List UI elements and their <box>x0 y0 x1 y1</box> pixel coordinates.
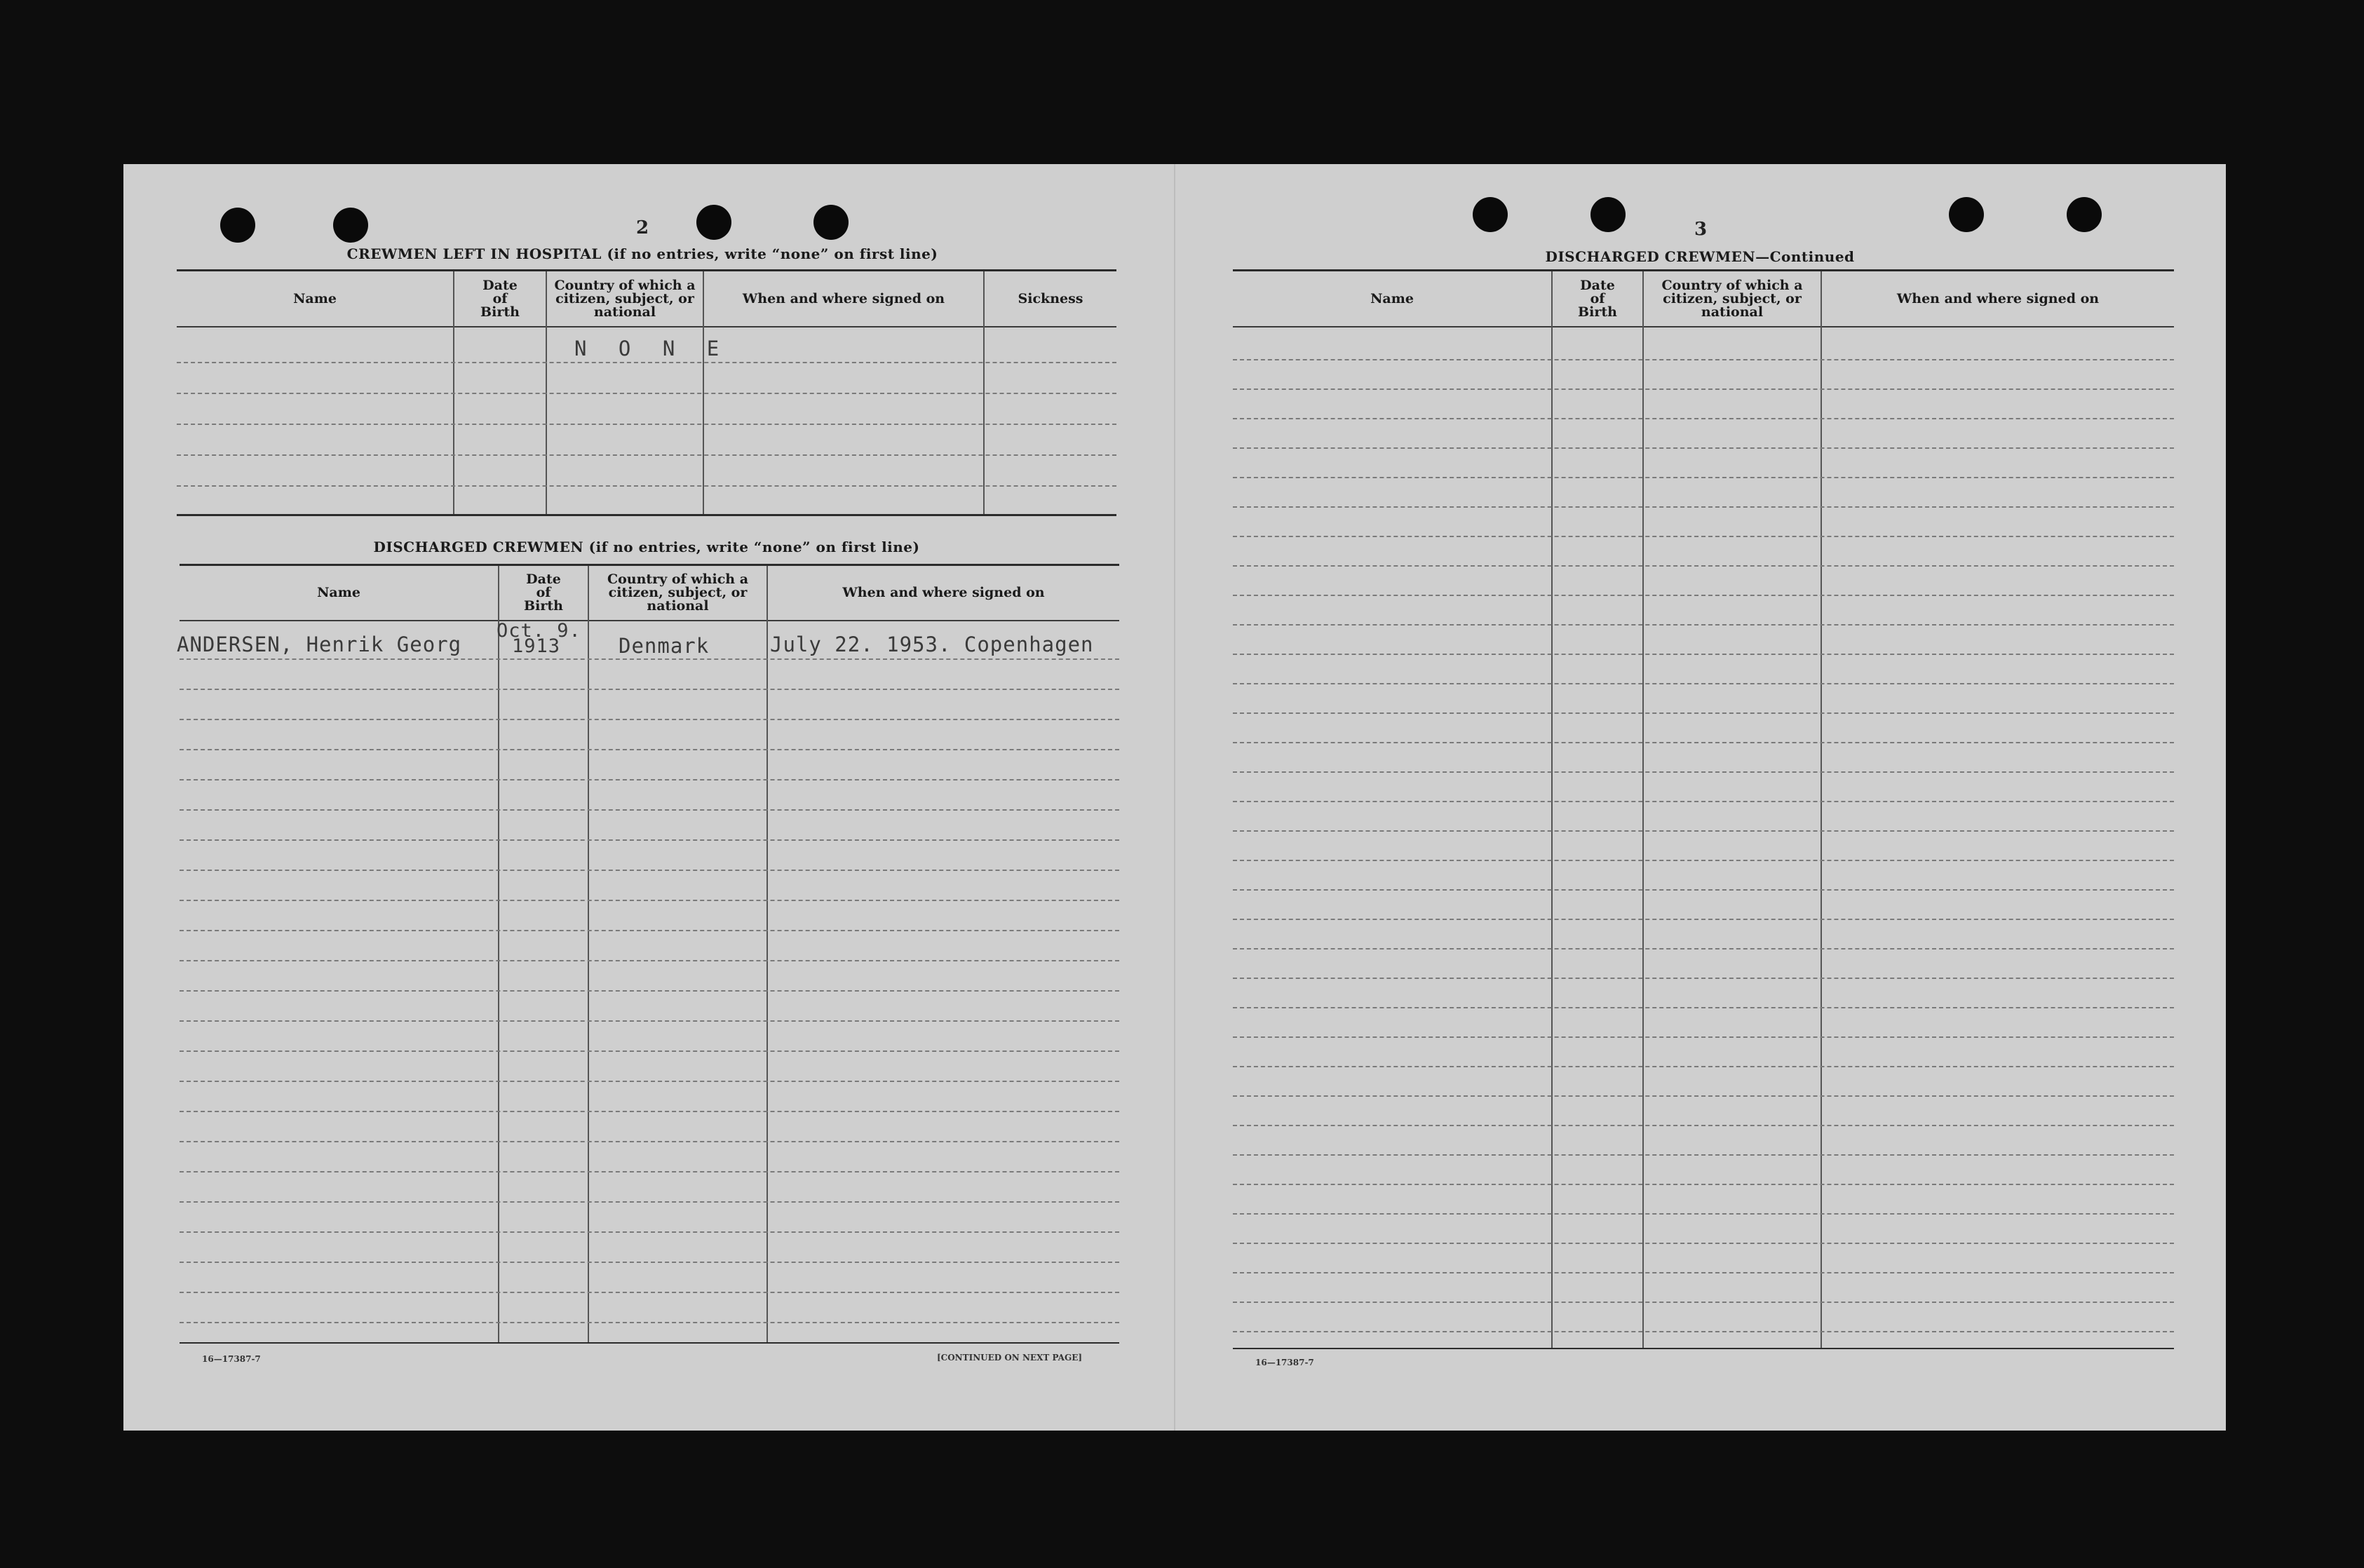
discharged-table <box>177 564 1119 1349</box>
crew-signed-on: July 22. 1953. Copenhagen <box>770 633 1094 656</box>
column-header-signed-on: When and where signed on <box>742 290 945 306</box>
column-header-date-of-birth: Date of Birth <box>480 277 520 320</box>
punch-hole-icon <box>1473 197 1508 232</box>
page-fold <box>1174 164 1175 1431</box>
punch-hole-icon <box>220 208 255 243</box>
column-header-country: Country of which a citizen, subject, or national <box>607 572 749 614</box>
column-header-name: Name <box>1370 290 1414 306</box>
column-header-name: Name <box>293 290 337 306</box>
continued-note: [CONTINUED ON NEXT PAGE] <box>937 1353 1083 1363</box>
column-header-date-of-birth: Date of Birth <box>1578 277 1617 320</box>
column-header-country: Country of which a citizen, subject, or national <box>1661 277 1803 320</box>
hospital-section-title: CREWMEN LEFT IN HOSPITAL (if no entries, write “none” on first line) <box>346 245 938 262</box>
crew-dob-month-day: Oct. 9. <box>497 620 581 642</box>
punch-hole-icon <box>2067 197 2102 232</box>
crew-country: Denmark <box>619 634 710 658</box>
column-header-name: Name <box>317 585 360 600</box>
page-number: 3 <box>1694 219 1708 240</box>
punch-hole-icon <box>1590 197 1626 232</box>
hospital-entry-none: N O N E <box>574 337 729 360</box>
discharged-continued-title: DISCHARGED CREWMEN—Continued <box>1545 248 1855 265</box>
discharged-continued-table <box>1233 269 2174 1351</box>
discharged-section-title: DISCHARGED CREWMEN (if no entries, write “none” on first line) <box>373 539 920 555</box>
column-header-country: Country of which a citizen, subject, or national <box>554 277 696 320</box>
form-number: 16—17387-7 <box>202 1354 261 1364</box>
crew-dob-year: 1913 <box>512 635 561 657</box>
crew-name: ANDERSEN, Henrik Georg <box>177 633 462 656</box>
column-header-signed-on: When and where signed on <box>1896 290 2100 306</box>
column-header-signed-on: When and where signed on <box>842 585 1045 600</box>
hospital-table <box>177 269 1116 516</box>
page-number: 2 <box>635 217 649 238</box>
column-header-date-of-birth: Date of Birth <box>524 572 563 614</box>
punch-hole-icon <box>333 208 368 243</box>
punch-hole-icon <box>813 205 849 240</box>
form-number: 16—17387-7 <box>1255 1358 1314 1367</box>
punch-hole-icon <box>1949 197 1984 232</box>
punch-hole-icon <box>696 205 731 240</box>
column-header-sickness: Sickness <box>1018 290 1083 306</box>
